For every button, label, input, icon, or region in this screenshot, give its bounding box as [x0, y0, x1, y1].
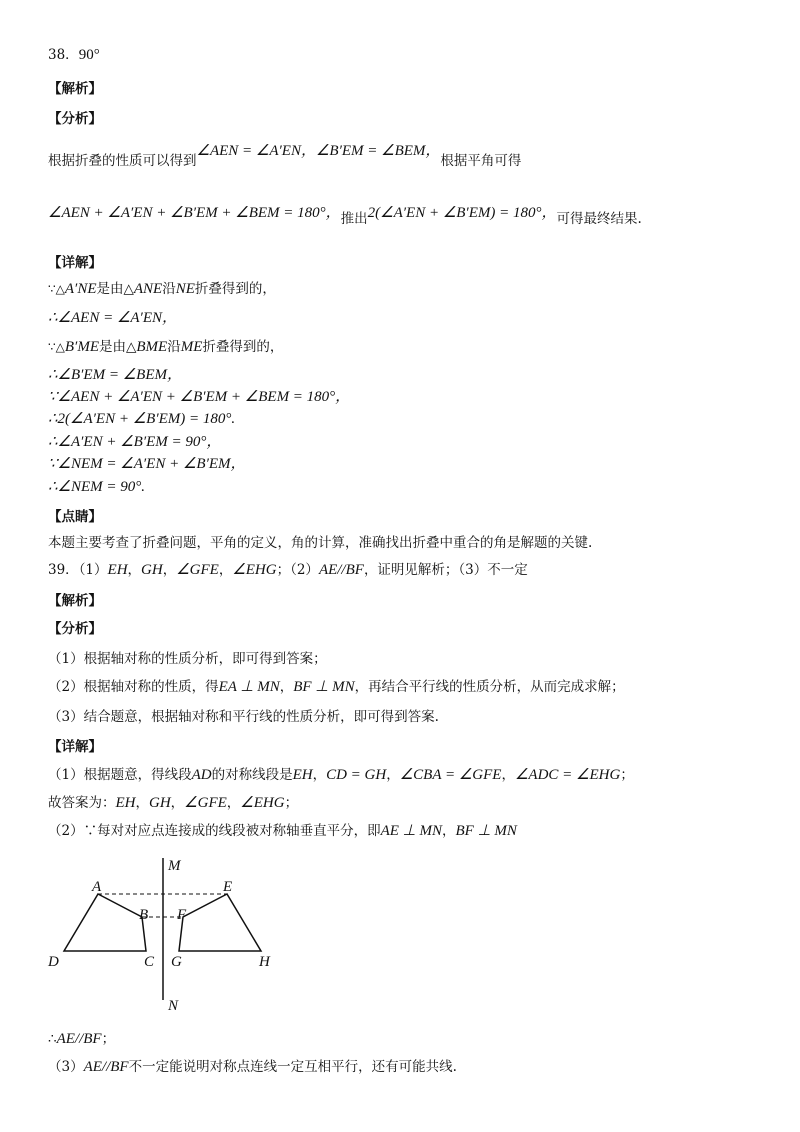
detail-text: ；: [101, 1031, 116, 1047]
label-h: H: [259, 954, 270, 970]
detail-text: ；: [620, 767, 634, 783]
quad-efgh: [179, 894, 261, 951]
label-f: F: [177, 907, 187, 923]
detail-text: 故答案为：: [48, 795, 116, 811]
q39-analysis-2: [48, 678, 625, 696]
step-formula: A′NE: [64, 281, 97, 297]
answer-formula: ∠EHG: [232, 562, 277, 578]
quad-abcd: [64, 894, 149, 951]
detail-formula: AE//BF: [56, 1031, 102, 1047]
analysis-text: ，再结合平行线的性质分析，从而完成求解；: [354, 679, 625, 695]
answer-formula: AE//BF: [318, 562, 364, 578]
q38-analysis-text: 可得最终结果.: [556, 211, 642, 227]
q38-step-9: ∴∠NEM = 90°.: [48, 479, 146, 495]
answer-text: ，证明见解析；（3）不一定: [363, 562, 528, 578]
q39-detail-4: [48, 1030, 115, 1048]
detail-text: ，: [226, 795, 241, 811]
q38-analysis-line-1: [48, 140, 522, 169]
q38-answer-line: [48, 46, 100, 64]
label-b: B: [139, 907, 149, 923]
q39-detail-2: [48, 794, 298, 812]
detail-text: ；: [284, 795, 299, 811]
q38-heading-dianjing: 【点睛】: [48, 509, 102, 525]
label-g: G: [171, 954, 182, 970]
q39-heading-fenxi: 【分析】: [48, 621, 102, 637]
detail-formula: ∠CBA = ∠GFE: [399, 767, 502, 783]
analysis-text: ，: [279, 679, 294, 695]
q38-analysis-formula: ∠AEN = ∠A′EN，∠B′EM = ∠BEM，: [196, 143, 441, 159]
q39-detail-3: [48, 822, 517, 840]
detail-formula: ∠GFE: [184, 795, 227, 811]
detail-text: 不一定能说明对称点连线一定互相平行，还有可能共线.: [128, 1059, 457, 1075]
answer-text: ，: [162, 562, 177, 578]
q38-dianjing-text: 本题主要考查了折叠问题，平角的定义，角的计算，准确找出折叠中重合的角是解题的关键.: [48, 535, 593, 551]
step-text: 折叠得到的，: [202, 339, 284, 355]
analysis-text: （2）根据轴对称的性质，得: [48, 679, 219, 695]
q38-analysis-text: 根据平角可得: [440, 153, 522, 169]
q39-detail-1: [48, 766, 634, 784]
answer-text: ；（2）: [276, 562, 319, 578]
answer-text: ，: [218, 562, 233, 578]
q39-number: 39．: [48, 562, 79, 578]
detail-text: ，: [386, 767, 400, 783]
step-text: 折叠得到的，: [194, 281, 276, 297]
detail-text: （2）∵每对对应点连接成的线段被对称轴垂直平分，即: [48, 823, 381, 839]
answer-text: ，: [127, 562, 142, 578]
answer-formula: ∠GFE: [176, 562, 219, 578]
step-text: 是由△: [96, 281, 134, 297]
q39-analysis-3: （3）结合题意，根据轴对称和平行线的性质分析，即可得到答案.: [48, 709, 439, 725]
q38-heading-xiangjie: 【详解】: [48, 255, 102, 271]
answer-formula: EH: [107, 562, 128, 578]
detail-text: ，: [170, 795, 185, 811]
answer-text: （1）: [78, 562, 108, 578]
analysis-formula: EA ⊥ MN: [218, 679, 280, 695]
detail-formula: ∠EHG: [240, 795, 285, 811]
detail-text: ∴: [48, 1031, 57, 1047]
q38-step-1: [48, 280, 276, 298]
detail-text: ，: [501, 767, 515, 783]
label-e: E: [223, 879, 233, 895]
detail-formula: ∠ADC = ∠EHG: [514, 767, 621, 783]
detail-formula: AE//BF: [83, 1059, 129, 1075]
detail-text: （3）: [48, 1059, 84, 1075]
step-formula: BME: [136, 339, 168, 355]
q39-answer-line: [48, 561, 528, 579]
label-a: A: [92, 879, 102, 895]
q38-heading-fenxi: 【分析】: [48, 111, 102, 127]
detail-text: ，: [442, 823, 456, 839]
q38-step-5: ∵∠AEN + ∠A′EN + ∠B′EM + ∠BEM = 180°，: [48, 389, 351, 405]
q38-step-4: ∴∠B′EM = ∠BEM，: [48, 367, 182, 383]
detail-formula: AD: [191, 767, 212, 783]
q39-detail-5: [48, 1058, 457, 1076]
q38-analysis-line-2: [48, 202, 642, 227]
label-d: D: [48, 954, 59, 970]
detail-formula: BF ⊥ MN: [455, 823, 517, 839]
q38-analysis-text: 根据折叠的性质可以得到: [48, 153, 197, 169]
detail-formula: AE ⊥ MN: [380, 823, 442, 839]
q38-step-3: [48, 338, 283, 356]
step-text: 是由△: [98, 339, 137, 355]
step-formula: ME: [180, 339, 203, 355]
detail-text: （1）根据题意，得线段: [48, 767, 192, 783]
q38-step-8: ∵∠NEM = ∠A′EN + ∠B′EM，: [48, 456, 246, 472]
step-formula: ANE: [133, 281, 163, 297]
q38-step-2: ∴∠AEN = ∠A′EN，: [48, 310, 178, 326]
q38-step-6: ∴2(∠A′EN + ∠B′EM) = 180°.: [48, 411, 236, 427]
label-n: N: [168, 998, 179, 1014]
q38-step-7: ∴∠A′EN + ∠B′EM = 90°，: [48, 434, 222, 450]
symmetry-figure: [40, 850, 290, 1020]
q38-answer: 90°: [78, 47, 100, 63]
q39-heading-xiangjie: 【详解】: [48, 739, 102, 755]
q38-analysis-formula: 2(∠A′EN + ∠B′EM) = 180°，: [367, 205, 557, 221]
step-text: 沿: [162, 281, 176, 297]
q39-heading-jiexi: 【解析】: [48, 593, 102, 609]
step-formula: NE: [175, 281, 195, 297]
analysis-formula: BF ⊥ MN: [293, 679, 355, 695]
step-text: ∵△: [48, 282, 65, 296]
q38-analysis-text: 推出: [340, 211, 368, 227]
detail-text: ，: [135, 795, 149, 811]
detail-text: ，: [312, 767, 327, 783]
step-text: ∵△: [48, 340, 65, 354]
q39-analysis-1: （1）根据轴对称的性质分析，即可得到答案；: [48, 651, 327, 667]
q38-analysis-formula: ∠AEN + ∠A′EN + ∠B′EM + ∠BEM = 180°，: [48, 205, 341, 221]
step-formula: B′ME: [64, 339, 99, 355]
step-text: 沿: [167, 339, 181, 355]
label-m: M: [168, 858, 181, 874]
detail-text: 的对称线段是: [211, 767, 293, 783]
detail-formula: CD = GH: [326, 767, 387, 783]
q38-number: 38．: [48, 47, 79, 63]
q38-heading-jiexi: 【解析】: [48, 81, 102, 97]
detail-formula: EH: [115, 795, 136, 811]
detail-formula: EH: [292, 767, 313, 783]
answer-formula: GH: [141, 562, 163, 578]
label-c: C: [144, 954, 155, 970]
detail-formula: GH: [149, 795, 171, 811]
